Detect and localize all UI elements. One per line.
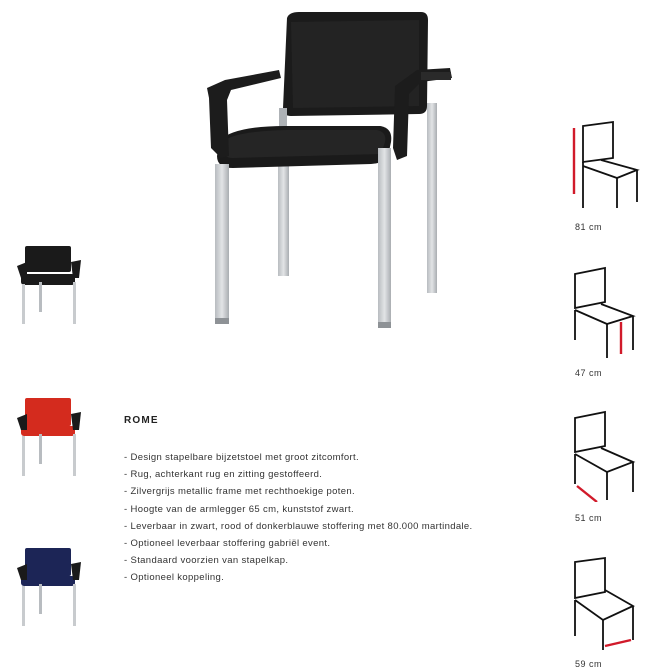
dimension-label-total-height: 81 cm xyxy=(575,222,603,232)
dimension-diagram-seat-height xyxy=(565,266,645,358)
main-product-image xyxy=(195,8,460,343)
dimension-diagram-total-height xyxy=(565,120,645,210)
spec-item: - Zilvergrijs metallic frame met rechthoekige poten. xyxy=(124,486,355,498)
spec-item: - Optioneel koppeling. xyxy=(124,572,225,584)
spec-item: - Rug, achterkant rug en zitting gestoffeerd. xyxy=(124,469,323,481)
variant-thumbnail-navy[interactable] xyxy=(15,546,85,628)
variant-thumbnail-red[interactable] xyxy=(15,396,85,478)
spec-item: - Standaard voorzien van stapelkap. xyxy=(124,555,289,567)
spec-item: - Hoogte van de armlegger 65 cm, kunststof zwart. xyxy=(124,503,354,515)
dimension-diagram-width xyxy=(565,556,645,652)
dimension-label-depth: 51 cm xyxy=(575,513,603,523)
product-spec-list xyxy=(124,449,473,587)
dimension-label-width: 59 cm xyxy=(575,659,603,669)
variant-thumbnail-black[interactable] xyxy=(15,244,85,326)
spec-item: - Optioneel leverbaar stoffering gabriël event. xyxy=(124,538,331,550)
dimension-diagram-depth xyxy=(565,410,645,502)
spec-item: - Leverbaar in zwart, rood of donkerblauwe stoffering met 80.000 martindale. xyxy=(124,520,473,532)
dimension-label-seat-height: 47 cm xyxy=(575,368,603,378)
spec-item: - Design stapelbare bijzetstoel met groot zitcomfort. xyxy=(124,452,360,463)
product-title: ROME xyxy=(124,415,159,426)
